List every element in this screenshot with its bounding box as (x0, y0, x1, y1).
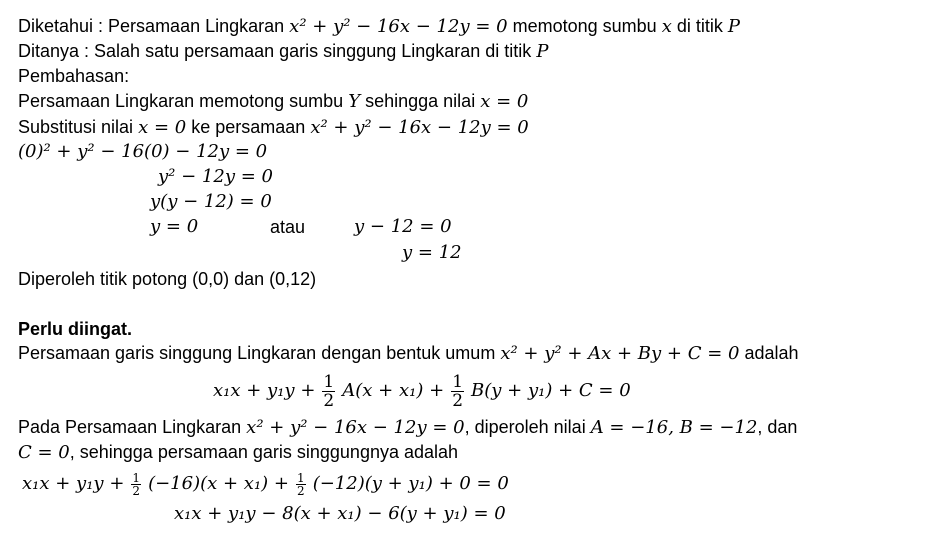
circle-equation: x² + y² − 16x − 12y = 0 (246, 417, 465, 438)
root-1: y = 0 (150, 216, 199, 237)
half-fraction: $\frac{1}{2}$ (297, 470, 305, 498)
root-2-equation: y − 12 = 0 (354, 216, 452, 237)
substituted-equation: (0)² + y² − 16(0) − 12y = 0 (18, 141, 268, 162)
given-line (18, 15, 740, 38)
discussion-heading: Pembahasan: (18, 66, 130, 86)
intersect-line (18, 90, 528, 113)
sub-part-a: x₁x + y₁y + (22, 473, 125, 494)
c-value-line (18, 441, 458, 464)
coefficients-text: Pada Persamaan Lingkaran (18, 417, 242, 437)
substitution-text-2: ke persamaan (191, 117, 306, 137)
sub-part-c: (−12)(y + y₁) + 0 = 0 (312, 473, 509, 494)
note-heading: Perlu diingat. (18, 319, 133, 339)
c-value: C = 0 (18, 442, 70, 463)
formula-part-a: x₁x + y₁y + (213, 380, 316, 401)
half-fraction: $\frac{1}{2}$ (132, 470, 141, 498)
substitution-text: Substitusi nilai (18, 117, 134, 137)
root-2: y = 12 (402, 242, 462, 263)
factored-equation: y(y − 12) = 0 (150, 191, 272, 212)
half-fraction: $\frac{1}{2}$ (452, 371, 464, 411)
tangent-result: x₁x + y₁y − 8(x + x₁) − 6(y + y₁) = 0 (174, 503, 506, 524)
formula-part-c: B(y + y₁) + C = 0 (471, 380, 631, 401)
x-zero: x = 0 (480, 91, 529, 112)
point-p: P (536, 41, 549, 62)
asked-line (18, 40, 548, 63)
coefficients-line (18, 416, 797, 439)
intersection-result: Diperoleh titik potong (0,0) dan (0,12) (18, 269, 317, 289)
given-text-2: memotong sumbu (512, 16, 657, 36)
circle-equation: x² + y² − 16x − 12y = 0 (289, 16, 508, 37)
given-text-3: di titik (676, 16, 723, 36)
x-zero: x = 0 (138, 117, 187, 138)
sub-part-b: (−16)(x + x₁) + (148, 473, 290, 494)
point-p: P (727, 16, 741, 37)
general-form-text: Persamaan garis singgung Lingkaran dengan bentuk umum (18, 343, 496, 363)
tangent-formula (213, 368, 631, 413)
formula-part-b: A(x + x₁) + (342, 380, 445, 401)
circle-equation: x² + y² − 16x − 12y = 0 (310, 117, 529, 138)
given-text: Diketahui : Persamaan Lingkaran (18, 16, 285, 36)
axis-variable: x (661, 16, 672, 37)
or-text: atau (270, 217, 306, 237)
general-form-text-2: adalah (744, 343, 799, 363)
half-fraction: $\frac{1}{2}$ (323, 371, 335, 411)
axis-y: Y (348, 91, 361, 112)
c-value-text: , sehingga persamaan garis singgungnya adalah (69, 442, 459, 462)
intersect-text-2: sehingga nilai (365, 91, 476, 111)
asked-text: Ditanya : Salah satu persamaan garis singgung Lingkaran di titik (18, 41, 532, 61)
coefficient-values: A = −16, B = −12 (590, 417, 758, 438)
general-circle-equation: x² + y² + Ax + By + C = 0 (500, 343, 740, 364)
general-form-line (18, 342, 799, 365)
coefficients-text-3: , dan (757, 417, 798, 437)
simplified-equation: y² − 12y = 0 (158, 166, 273, 187)
substituted-tangent (22, 468, 509, 499)
intersect-text: Persamaan Lingkaran memotong sumbu (18, 91, 344, 111)
substitution-line (18, 116, 529, 139)
coefficients-text-2: , diperoleh nilai (464, 417, 586, 437)
